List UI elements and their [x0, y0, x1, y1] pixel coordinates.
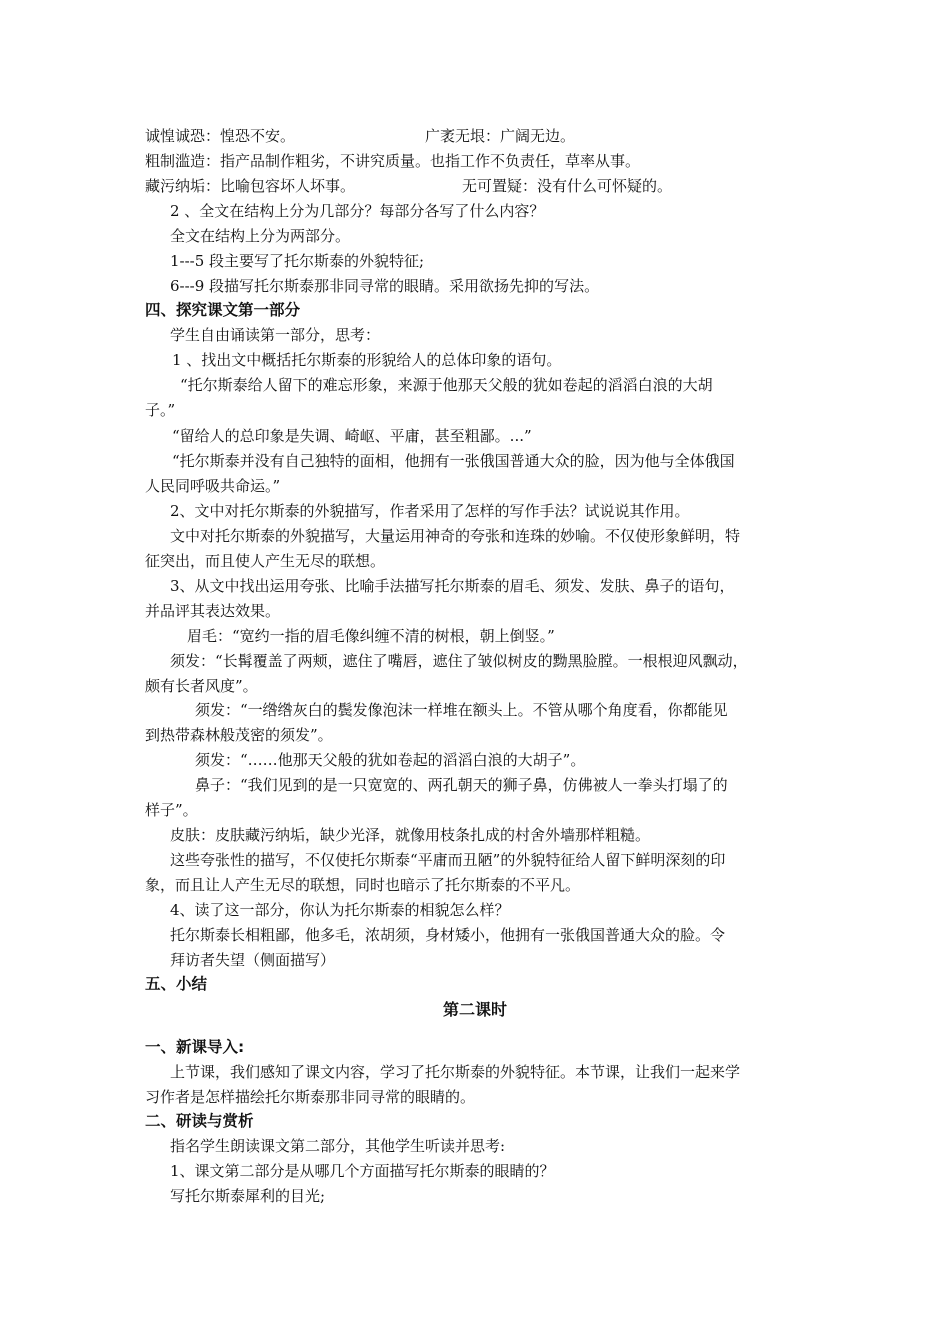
vocab-line-3b: 无可置疑：没有什么可怀疑的。: [462, 177, 673, 195]
question-1: 1 、找出文中概括托尔斯泰的形貌给人的总体印象的语句。: [172, 351, 562, 369]
hair-quote-cont: 到热带森林般茂密的须发”。: [145, 726, 333, 744]
beard-quote-cont: 颇有长者风度”。: [145, 677, 258, 695]
eyebrow-quote: 眉毛：“宽约一指的眉毛像纠缠不清的树根，朝上倒竖。”: [187, 627, 555, 645]
vocab-line-1a: 诚惶诚恐：惶恐不安。: [145, 127, 296, 145]
section-heading-5: 五、小结: [145, 975, 208, 993]
question-2b: 2、文中对托尔斯泰的外貌描写，作者采用了怎样的写作手法？试说说其作用。: [170, 502, 690, 520]
body-line: 指名学生朗读课文第二部分，其他学生听读并思考:: [170, 1137, 506, 1155]
quote-line: “托尔斯泰给人留下的难忘形象，来源于他那天父般的犹如卷起的滔滔白浪的大胡: [180, 376, 713, 394]
skin-line: 皮肤：皮肤藏污纳垢，缺少光泽，就像用枝条扎成的村舍外墙那样粗糙。: [170, 826, 651, 844]
quote-line: 人民同呼吸共命运。”: [145, 477, 281, 495]
quote-line: 子。”: [145, 401, 176, 419]
vocab-line-1b: 广袤无垠：广阔无边。: [425, 127, 576, 145]
summary-line: 象，而且让人产生无尽的联想，同时也暗示了托尔斯泰的不平凡。: [145, 876, 581, 894]
answer-line: 拜访者失望（侧面描写）: [170, 951, 336, 969]
intro-line: 习作者是怎样描绘托尔斯泰那非同寻常的眼睛的。: [145, 1088, 476, 1106]
answer-line: 6---9 段描写托尔斯泰那非同寻常的眼睛。采用欲扬先抑的写法。: [170, 277, 600, 295]
vocab-line-2: 粗制滥造：指产品制作粗劣，不讲究质量。也指工作不负责任，草率从事。: [145, 152, 641, 170]
vocab-line-3a: 藏污纳垢：比喻包容坏人坏事。: [145, 177, 356, 195]
answer-line: 征突出，而且使人产生无尽的联想。: [145, 552, 386, 570]
question-2: 2 、全文在结构上分为几部分？每部分各写了什么内容？: [170, 202, 545, 220]
beard-quote-2: 须发：“……他那天父般的犹如卷起的滔滔白浪的大胡子”。: [195, 751, 586, 769]
question-3-cont: 并品评其表达效果。: [145, 602, 281, 620]
answer-line: 全文在结构上分为两部分。: [170, 227, 351, 245]
session-title: 第二课时: [442, 1000, 507, 1019]
question-1b: 1、课文第二部分是从哪几个方面描写托尔斯泰的眼睛的？: [170, 1162, 555, 1180]
intro-line: 上节课，我们感知了课文内容，学习了托尔斯泰的外貌特征。本节课，让我们一起来学: [170, 1063, 741, 1081]
section-heading-1: 一、新课导入:: [145, 1038, 245, 1056]
answer-line: 写托尔斯泰犀利的目光;: [170, 1187, 326, 1205]
body-line: 学生自由诵读第一部分，思考：: [170, 326, 381, 344]
nose-quote-cont: 样子”。: [145, 801, 198, 819]
beard-quote: 须发：“长髯覆盖了两颊，遮住了嘴唇，遮住了皱似树皮的黝黑脸膛。一根根迎风飘动，: [170, 652, 748, 670]
quote-line: “留给人的总印象是失调、崎岖、平庸，甚至粗鄙。...”: [172, 427, 532, 445]
section-heading-2: 二、研读与赏析: [145, 1112, 254, 1130]
answer-line: 1---5 段主要写了托尔斯泰的外貌特征;: [170, 252, 425, 270]
summary-line: 这些夸张性的描写，不仅使托尔斯泰“平庸而丑陋”的外貌特征给人留下鲜明深刻的印: [170, 851, 726, 869]
section-heading-4: 四、探究课文第一部分: [145, 301, 301, 319]
answer-line: 托尔斯泰长相粗鄙，他多毛，浓胡须，身材矮小，他拥有一张俄国普通大众的脸。令: [170, 926, 726, 944]
answer-line: 文中对托尔斯泰的外貌描写，大量运用神奇的夸张和连珠的妙喻。不仅使形象鲜明，特: [170, 527, 741, 545]
quote-line: “托尔斯泰并没有自己独特的面相，他拥有一张俄国普通大众的脸，因为他与全体俄国: [172, 452, 735, 470]
question-4: 4、读了这一部分，你认为托尔斯泰的相貌怎么样？: [170, 901, 510, 919]
question-3: 3、从文中找出运用夸张、比喻手法描写托尔斯泰的眉毛、须发、发肤、鼻子的语句，: [170, 577, 735, 595]
nose-quote: 鼻子：“我们见到的是一只宽宽的、两孔朝天的狮子鼻，仿佛被人一拳头打塌了的: [195, 776, 728, 794]
hair-quote: 须发：“一绺绺灰白的鬓发像泡沫一样堆在额头上。不管从哪个角度看，你都能见: [195, 701, 728, 719]
